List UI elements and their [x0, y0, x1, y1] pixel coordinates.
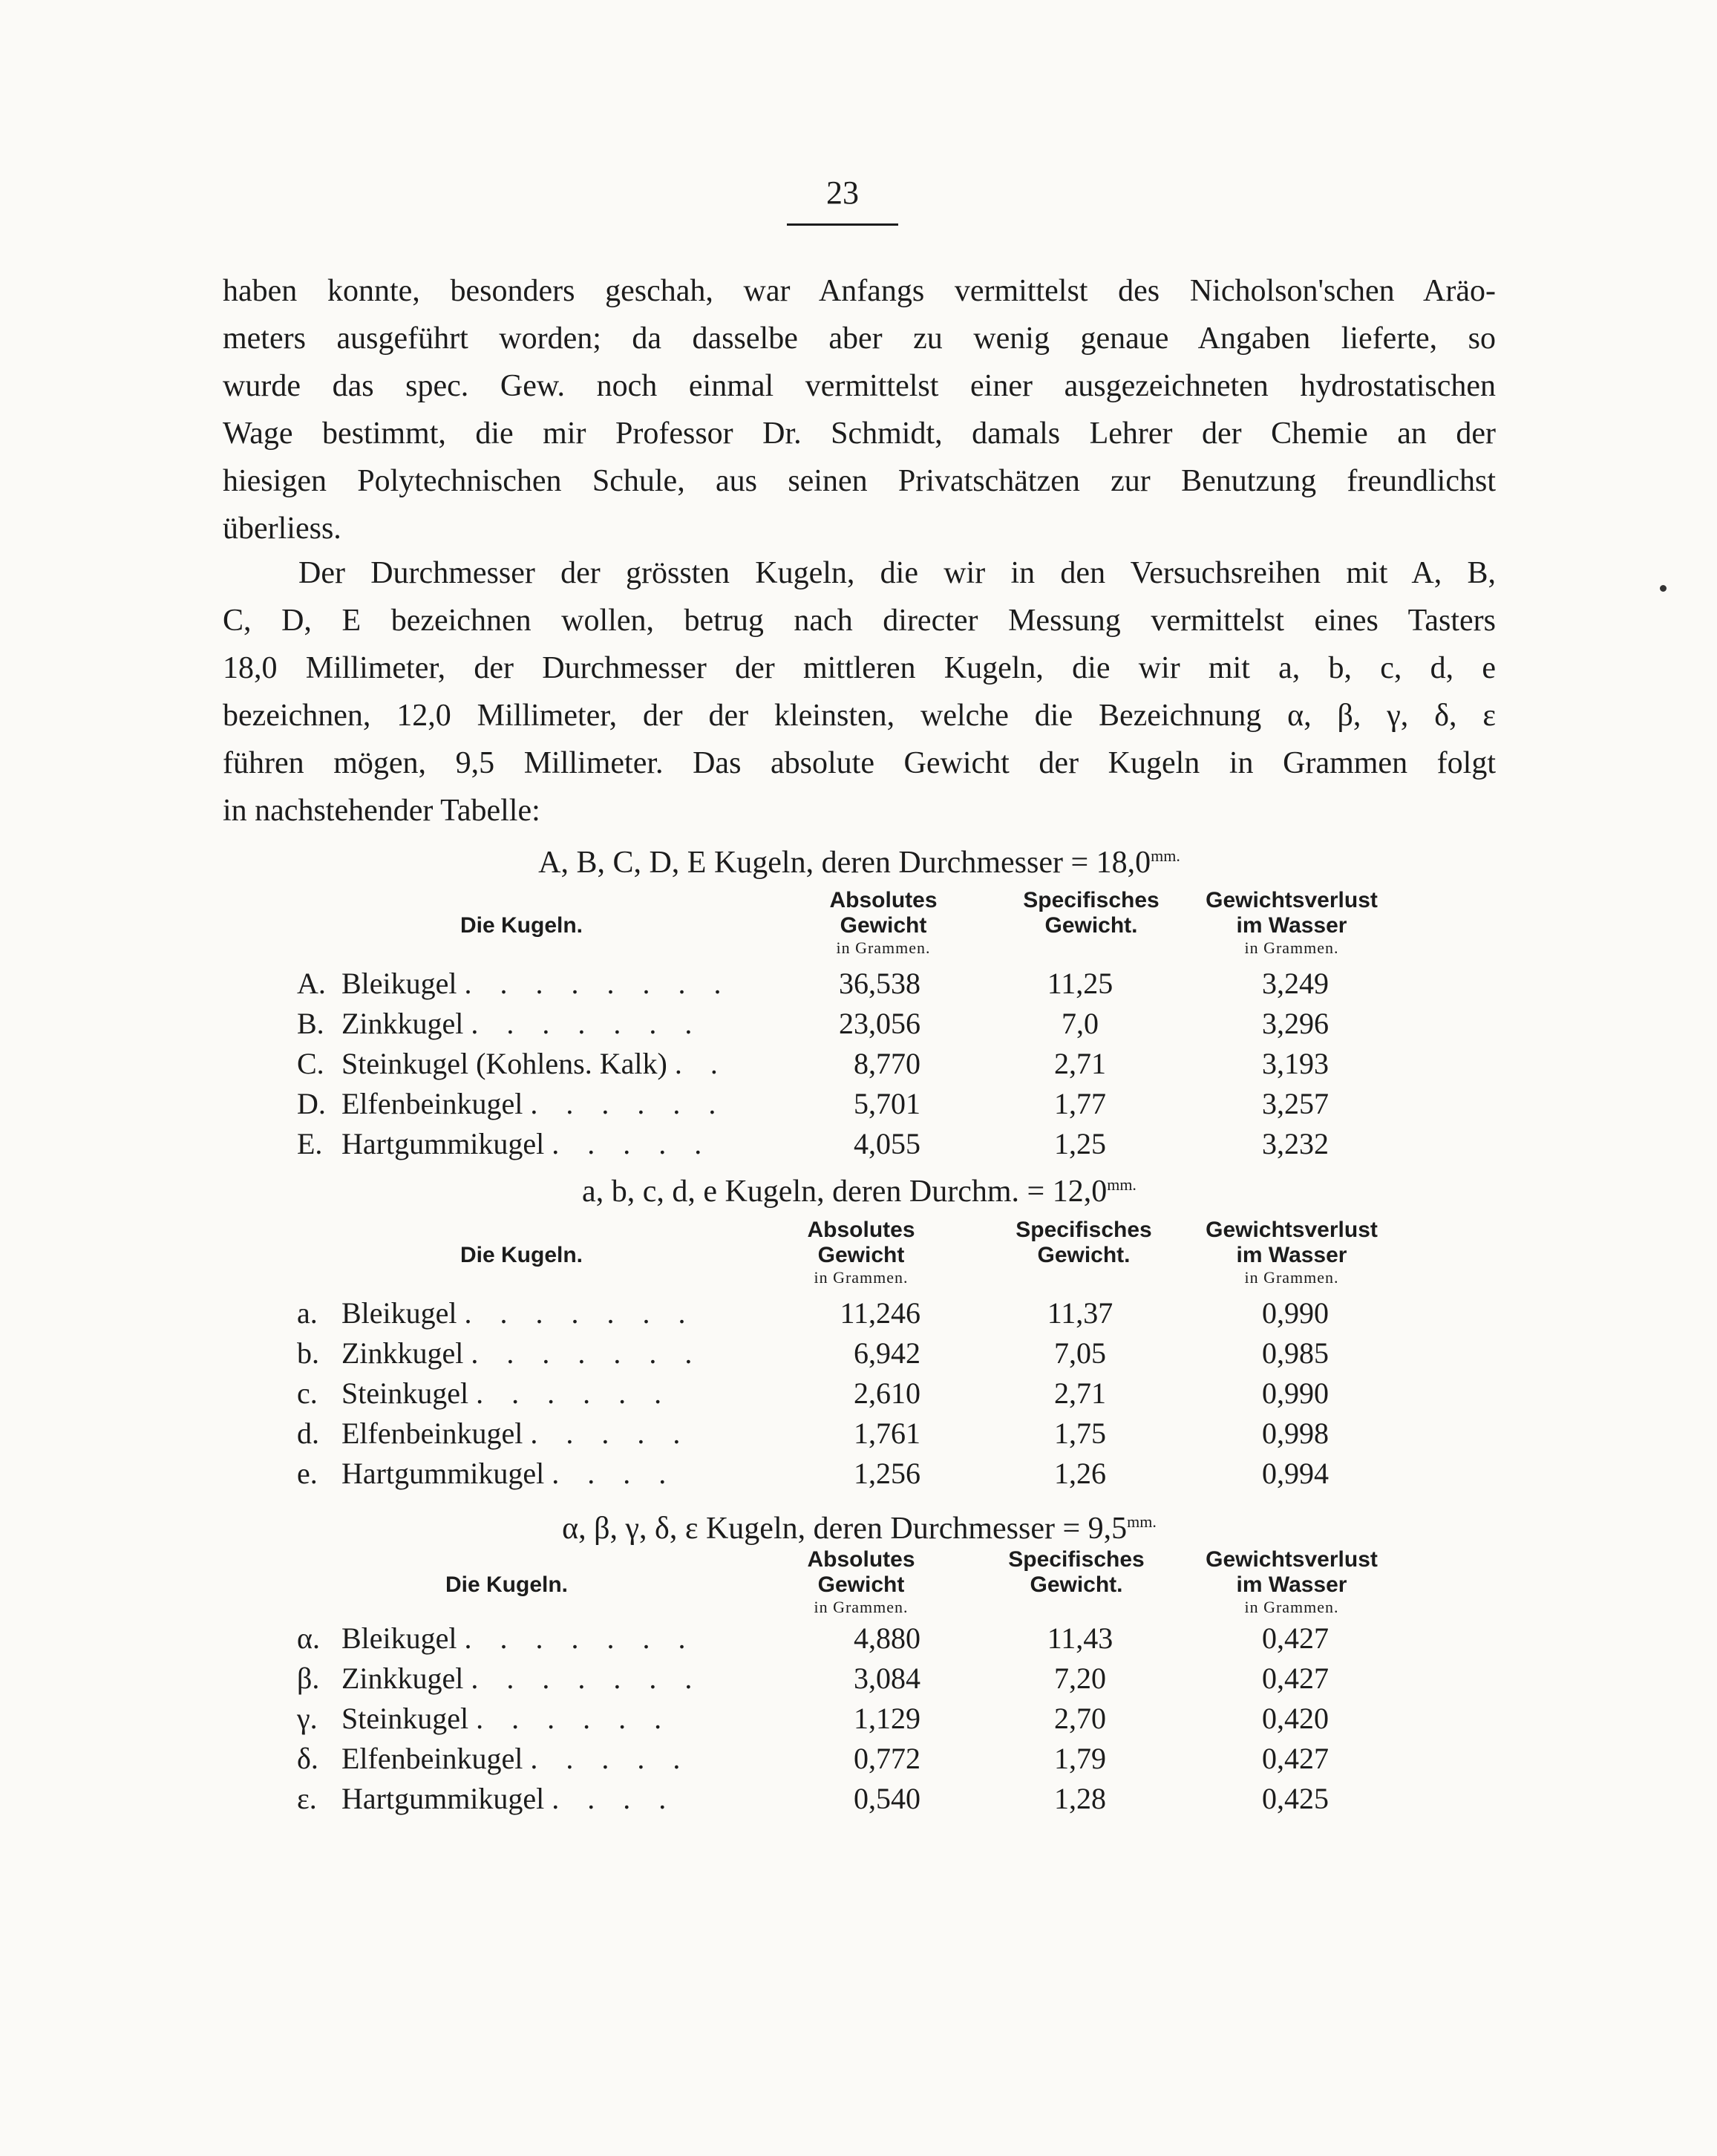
cell-absolut: 0,772 [854, 1742, 920, 1775]
cell-verlust: 0,994 [1262, 1457, 1329, 1490]
row-label: β. [297, 1662, 320, 1695]
cell-verlust: 0,998 [1262, 1417, 1329, 1450]
paragraph-2 [223, 549, 1496, 834]
row-label: b. [297, 1336, 319, 1370]
row-label: D. [297, 1087, 326, 1120]
row-label: C. [297, 1047, 324, 1080]
row-name: Elfenbeinkugel . . . . . . [341, 1087, 727, 1120]
text-line: wurde das spec. Gew. noch einmal vermittelst einer ausgezeichneten hydrostatischen [223, 369, 1496, 403]
paragraph-1 [223, 267, 1496, 552]
cell-spec: 1,79 [1054, 1742, 1106, 1775]
table-row [297, 1124, 1396, 1164]
cell-spec: 1,77 [1054, 1087, 1106, 1120]
table-row [297, 1739, 1396, 1779]
column-header-kugeln: Die Kugeln. [460, 1243, 583, 1267]
row-name: Hartgummikugel . . . . [341, 1457, 677, 1490]
table-row [297, 1044, 1396, 1084]
cell-spec: 11,25 [1047, 967, 1113, 1000]
row-name: Zinkkugel . . . . . . . [341, 1336, 703, 1370]
cell-spec: 11,37 [1047, 1296, 1113, 1330]
text-line: C, D, E bezeichnen wollen, betrug nach directer Messung vermittelst eines Tasters [223, 604, 1496, 638]
cell-spec: 1,75 [1054, 1417, 1106, 1450]
table-row [297, 1659, 1396, 1699]
column-header-kugeln: Die Kugeln. [445, 1572, 569, 1597]
row-name: Bleikugel . . . . . . . [341, 1296, 696, 1330]
row-name: Steinkugel (Kohlens. Kalk) . . [341, 1047, 728, 1080]
cell-verlust: 0,990 [1262, 1376, 1329, 1410]
row-label: B. [297, 1007, 324, 1040]
table-row [297, 1779, 1396, 1819]
cell-spec: 11,43 [1047, 1621, 1113, 1655]
table-row [297, 1699, 1396, 1739]
row-label: γ. [297, 1702, 318, 1735]
row-label: A. [297, 967, 326, 1000]
table-title: α, β, γ, δ, ε Kugeln, deren Durchmesser = $9,5^{mm.}$ [562, 1512, 1157, 1546]
table-row [297, 1333, 1396, 1373]
row-name: Hartgummikugel . . . . . [341, 1127, 713, 1160]
page-number: 23 [826, 174, 859, 211]
row-name: Steinkugel . . . . . . [341, 1376, 673, 1410]
table-row [297, 1414, 1396, 1454]
cell-spec: 7,0 [1062, 1007, 1099, 1040]
cell-absolut: 36,538 [839, 967, 920, 1000]
column-header-specifisches-gewicht: Specifisches Gewicht. [1016, 1218, 1152, 1267]
cell-verlust: 3,249 [1262, 967, 1329, 1000]
row-name: Elfenbeinkugel . . . . . [341, 1742, 691, 1775]
text-line: bezeichnen, 12,0 Millimeter, der der kleinsten, welche die Bezeichnung α, β, γ, δ, ε [223, 699, 1496, 733]
row-label: δ. [297, 1742, 318, 1775]
cell-absolut: 6,942 [854, 1336, 920, 1370]
page-number-rule [787, 223, 898, 226]
row-name: Bleikugel . . . . . . . . [341, 967, 732, 1000]
row-label: a. [297, 1296, 318, 1330]
row-label: d. [297, 1417, 319, 1450]
cell-verlust: 3,257 [1262, 1087, 1329, 1120]
column-header-specifisches-gewicht: Specifisches Gewicht. [1008, 1547, 1145, 1597]
cell-absolut: 4,880 [854, 1621, 920, 1655]
table-row [297, 1454, 1396, 1494]
table-row [297, 1373, 1396, 1414]
text-line: führen mögen, 9,5 Millimeter. Das absolute Gewicht der Kugeln in Grammen folgt [223, 746, 1496, 780]
row-label: α. [297, 1621, 320, 1655]
cell-verlust: 0,427 [1262, 1621, 1329, 1655]
row-label: ε. [297, 1782, 317, 1815]
cell-verlust: 3,232 [1262, 1127, 1329, 1160]
ink-speck [1660, 585, 1667, 592]
table-title: A, B, C, D, E Kugeln, deren Durchmesser = $18,0^{mm.}$ [538, 846, 1180, 880]
cell-absolut: 1,256 [854, 1457, 920, 1490]
row-name: Elfenbeinkugel . . . . . [341, 1417, 691, 1450]
cell-verlust: 3,193 [1262, 1047, 1329, 1080]
column-header-gewichtsverlust: Gewichtsverlust im Wasser in Grammen. [1206, 1218, 1378, 1287]
cell-verlust: 0,990 [1262, 1296, 1329, 1330]
table-row [297, 1618, 1396, 1659]
row-name: Zinkkugel . . . . . . . [341, 1662, 703, 1695]
cell-absolut: 2,610 [854, 1376, 920, 1410]
row-name: Zinkkugel . . . . . . . [341, 1007, 703, 1040]
cell-absolut: 8,770 [854, 1047, 920, 1080]
text-line: Der Durchmesser der grössten Kugeln, die wir in den Versuchsreihen mit A, B, [298, 556, 1496, 590]
cell-absolut: 5,701 [854, 1087, 920, 1120]
column-header-specifisches-gewicht: Specifisches Gewicht. [1023, 888, 1160, 938]
cell-spec: 7,05 [1054, 1336, 1106, 1370]
cell-verlust: 0,427 [1262, 1662, 1329, 1695]
column-header-absolutes-gewicht: Absolutes Gewicht in Grammen. [807, 1218, 915, 1287]
row-name: Hartgummikugel . . . . [341, 1782, 677, 1815]
cell-absolut: 1,761 [854, 1417, 920, 1450]
cell-spec: 1,25 [1054, 1127, 1106, 1160]
column-header-gewichtsverlust: Gewichtsverlust im Wasser in Grammen. [1206, 1547, 1378, 1616]
row-name: Steinkugel . . . . . . [341, 1702, 673, 1735]
text-line: in nachstehender Tabelle: [223, 794, 540, 828]
table-row [297, 1293, 1396, 1333]
cell-absolut: 1,129 [854, 1702, 920, 1735]
text-line: meters ausgeführt worden; da dasselbe aber zu wenig genaue Angaben lieferte, so [223, 321, 1496, 356]
text-line: 18,0 Millimeter, der Durchmesser der mittleren Kugeln, die wir mit a, b, c, d, e [223, 651, 1496, 685]
cell-verlust: 3,296 [1262, 1007, 1329, 1040]
column-header-gewichtsverlust: Gewichtsverlust im Wasser in Grammen. [1206, 888, 1378, 957]
text-line: Wage bestimmt, die mir Professor Dr. Schmidt, damals Lehrer der Chemie an der [223, 416, 1496, 451]
cell-spec: 2,71 [1054, 1047, 1106, 1080]
cell-absolut: 3,084 [854, 1662, 920, 1695]
row-name: Bleikugel . . . . . . . [341, 1621, 696, 1655]
cell-verlust: 0,985 [1262, 1336, 1329, 1370]
cell-spec: 2,70 [1054, 1702, 1106, 1735]
cell-absolut: 4,055 [854, 1127, 920, 1160]
text-line: hiesigen Polytechnischen Schule, aus seinen Privatschätzen zur Benutzung freundlichst [223, 464, 1496, 498]
cell-verlust: 0,425 [1262, 1782, 1329, 1815]
cell-absolut: 11,246 [840, 1296, 920, 1330]
column-header-kugeln: Die Kugeln. [460, 913, 583, 938]
column-header-absolutes-gewicht: Absolutes Gewicht in Grammen. [829, 888, 938, 957]
cell-verlust: 0,420 [1262, 1702, 1329, 1735]
cell-verlust: 0,427 [1262, 1742, 1329, 1775]
table-row [297, 1004, 1396, 1044]
cell-spec: 1,26 [1054, 1457, 1106, 1490]
text-line: überliess. [223, 512, 341, 546]
table-row [297, 964, 1396, 1004]
text-line: haben konnte, besonders geschah, war Anfangs vermittelst des Nicholson'schen Aräo- [223, 274, 1496, 308]
cell-absolut: 23,056 [839, 1007, 920, 1040]
cell-spec: 2,71 [1054, 1376, 1106, 1410]
table-row [297, 1084, 1396, 1124]
cell-spec: 7,20 [1054, 1662, 1106, 1695]
cell-absolut: 0,540 [854, 1782, 920, 1815]
cell-spec: 1,28 [1054, 1782, 1106, 1815]
row-label: E. [297, 1127, 323, 1160]
row-label: c. [297, 1376, 318, 1410]
row-label: e. [297, 1457, 318, 1490]
column-header-absolutes-gewicht: Absolutes Gewicht in Grammen. [807, 1547, 915, 1616]
table-title: a, b, c, d, e Kugeln, deren Durchm. = $12,0^{mm.}$ [582, 1175, 1137, 1209]
